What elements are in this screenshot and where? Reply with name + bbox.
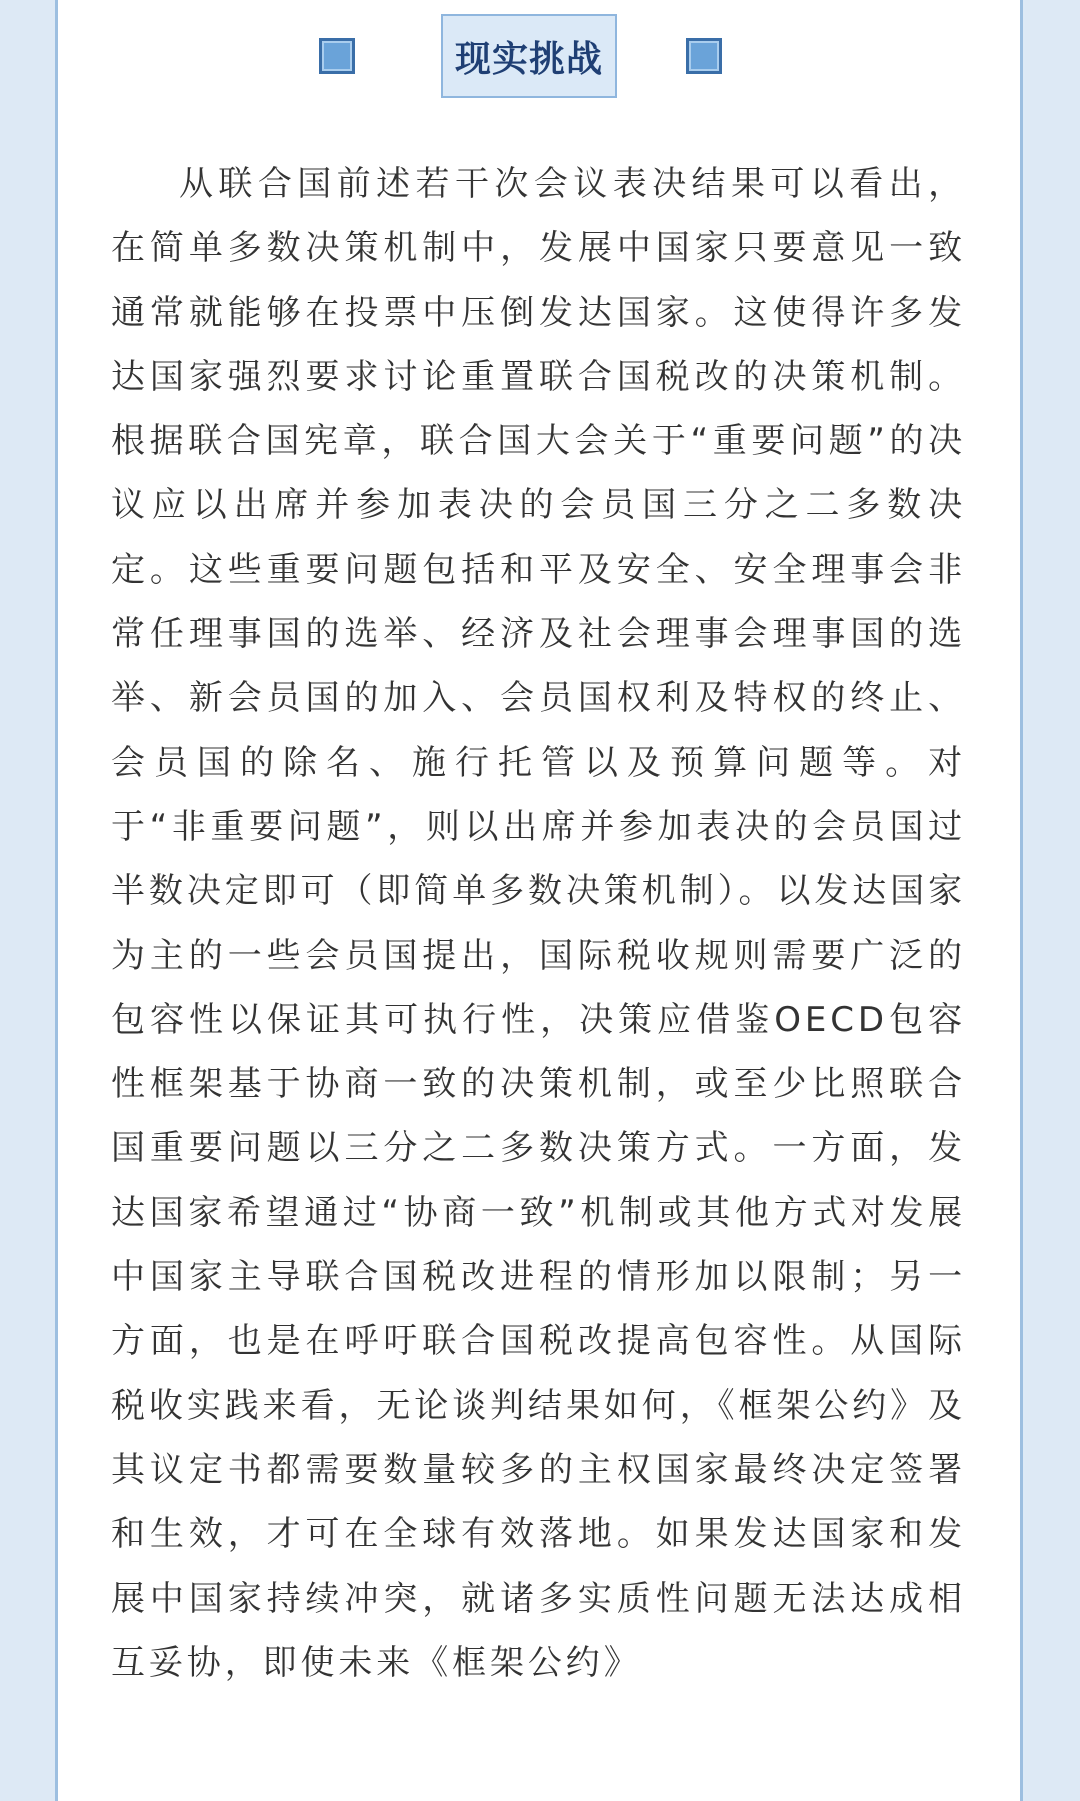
square-ornament-icon <box>319 38 355 74</box>
section-header <box>58 14 1020 100</box>
page-side-band-left <box>0 0 55 1801</box>
page-side-band-right <box>1025 0 1080 1801</box>
section-title-box <box>441 14 617 98</box>
square-ornament-icon <box>686 38 722 74</box>
section-title: 现实挑战 <box>454 38 603 80</box>
article-card <box>55 0 1023 1801</box>
article-paragraph: 从联合国前述若干次会议表决结果可以看出，在简单多数决策机制中，发展中国家只要意见一致通常就能够在投票中压倒发达国家。这使得许多发达国家强烈要求讨论重置联合国税改的决策机制。根据联合国宪章，联合国大会关于“重要问题”的决议应以出席并参加表决的会员国三分之二多数决定。这些重要问题包括和平及安全、安全理事会非常任理事国的选举、经济及社会理事会理事国的选举、新会员国的加入、会员国权利及特权的终止、会员国的除名、施行托管以及预算问题等。对于“非重要问题”，则以出席并参加表决的会员国过半数决定即可（即简单多数决策机制）。以发达国家为主的一些会员国提出，国际税收规则需要广泛的包容性以保证其可执行性，决策应借鉴OECD包容性框架基于协商一致的决策机制，或至少比照联合国重要问题以三分之二多数决策方式。一方面，发达国家希望通过“协商一致”机制或其他方式对发展中国家主导联合国税改进程的情形加以限制；另一方面，也是在呼吁联合国税改提高包容性。从国际税收实践来看，无论谈判结果如何，《框架公约》及其议定书都需要数量较多的主权国家最终决定签署和生效，才可在全球有效落地。如果发达国家和发展中国家持续冲突，就诸多实质性问题无法达成相互妥协，即使未来《框架公约》 <box>111 164 966 1683</box>
